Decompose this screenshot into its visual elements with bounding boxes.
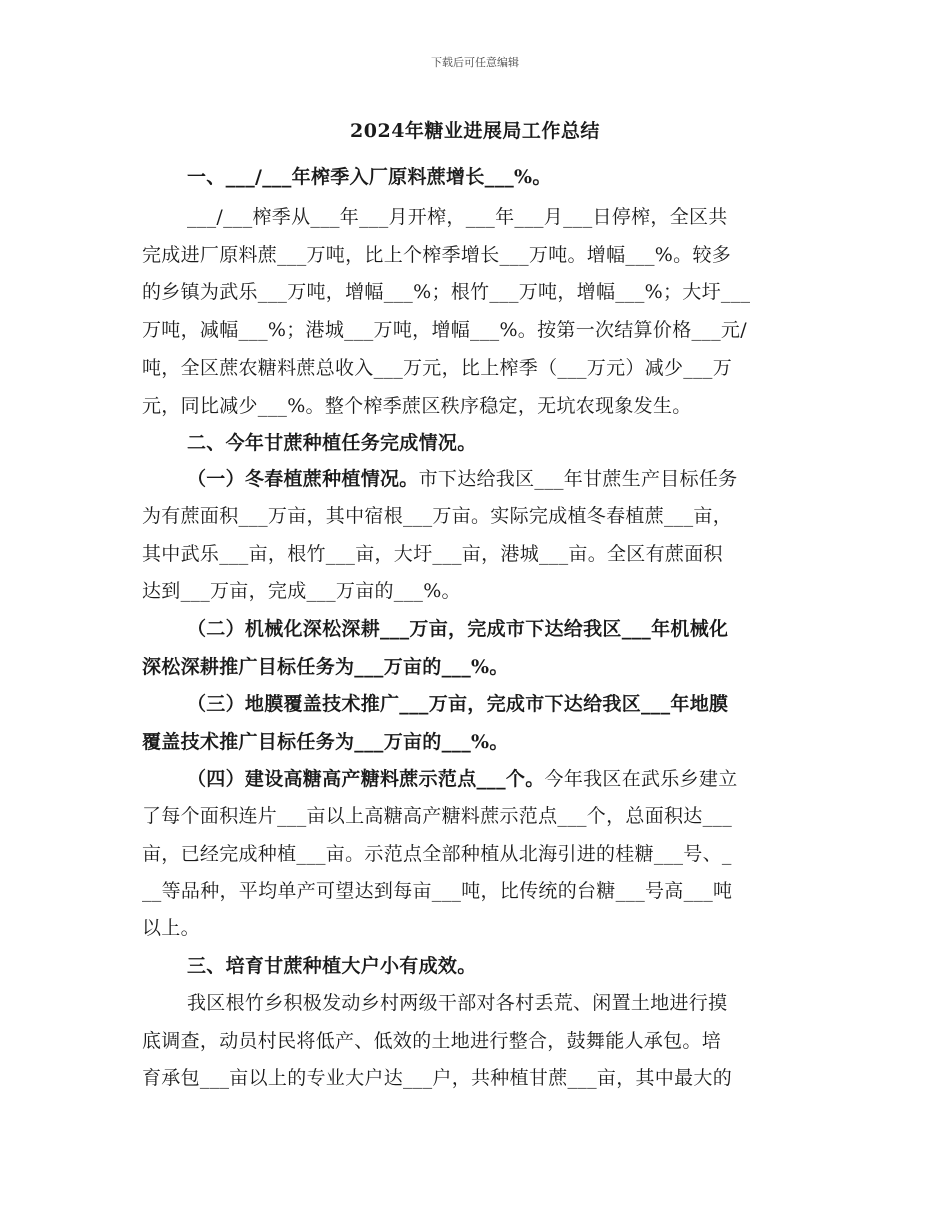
subheading-1: （一）冬春植蔗种植情况。: [187, 468, 419, 490]
paragraph-line: __等品种，平均单产可望达到每亩___吨，比传统的台糖___号高___吨: [142, 880, 733, 902]
subheading-3-cont: 覆盖技术推广目标任务为___万亩的___%。: [142, 731, 509, 753]
paragraph-text: 今年我区在武乐乡建立: [544, 768, 738, 790]
paragraph-line: 底调查，动员村民将低产、低效的土地进行整合，鼓舞能人承包。培: [142, 1030, 722, 1052]
paragraph-line: 我区根竹乡积极发动乡村两级干部对各村丢荒、闲置土地进行摸: [187, 992, 728, 1014]
paragraph-line: 其中武乐___亩，根竹___亩，大圩___亩，港城___亩。全区有蔗面积: [142, 543, 723, 565]
paragraph-line: ___/___榨季从___年___月开榨，___年___月___日停榨，全区共: [187, 206, 728, 228]
heading-2: 二、今年甘蔗种植任务完成情况。: [187, 432, 477, 454]
subheading-4: （四）建设高糖高产糖料蔗示范点___个。: [187, 768, 545, 790]
heading-3: 三、培育甘蔗种植大户小有成效。: [187, 955, 477, 977]
paragraph-line: 了每个面积连片___亩以上高糖高产糖料蔗示范点___个，总面积达___: [142, 805, 733, 827]
paragraph-line: 育承包___亩以上的专业大户达___户，共种植甘蔗___亩，其中最大的: [142, 1067, 733, 1089]
paragraph-line: 达到___万亩，完成___万亩的___%。: [142, 580, 461, 602]
header-note: 下载后可任意编辑: [431, 56, 519, 69]
heading-1: 一、___/___年榨季入厂原料蔗增长___%。: [187, 166, 552, 188]
paragraph-line: 为有蔗面积___万亩，其中宿根___万亩。实际完成植冬春植蔗___亩，: [142, 505, 733, 527]
paragraph-line: 亩，已经完成种植___亩。示范点全部种植从北海引进的桂糖___号、_: [142, 843, 732, 865]
document-title: 2024年糖业进展局工作总结: [350, 120, 600, 142]
paragraph-line: [187, 764, 812, 791]
paragraph-line: 万吨，减幅___%；港城___万吨，增幅___%。按第一次结算价格___元/: [142, 319, 747, 341]
paragraph-line: 的乡镇为武乐___万吨，增幅___%；根竹___万吨，增幅___%；大圩___: [142, 281, 751, 303]
paragraph-line: 元，同比减少___%。整个榨季蔗区秩序稳定，无坑农现象发生。: [142, 395, 692, 417]
paragraph-line: 吨，全区蔗农糖料蔗总收入___万元，比上榨季（___万元）减少___万: [142, 357, 733, 379]
subheading-2: （二）机械化深松深耕___万亩，完成市下达给我区___年机械化: [187, 618, 729, 640]
paragraph-line: 以上。: [142, 917, 200, 939]
subheading-3: （三）地膜覆盖技术推广___万亩，完成市下达给我区___年地膜: [187, 693, 729, 715]
paragraph-line: [187, 464, 812, 491]
subheading-2-cont: 深松深耕推广目标任务为___万亩的___%。: [142, 656, 509, 678]
paragraph-text: 市下达给我区___年甘蔗生产目标任务: [418, 468, 738, 490]
paragraph-line: 完成进厂原料蔗___万吨，比上个榨季增长___万吨。增幅___%。较多: [142, 244, 732, 266]
